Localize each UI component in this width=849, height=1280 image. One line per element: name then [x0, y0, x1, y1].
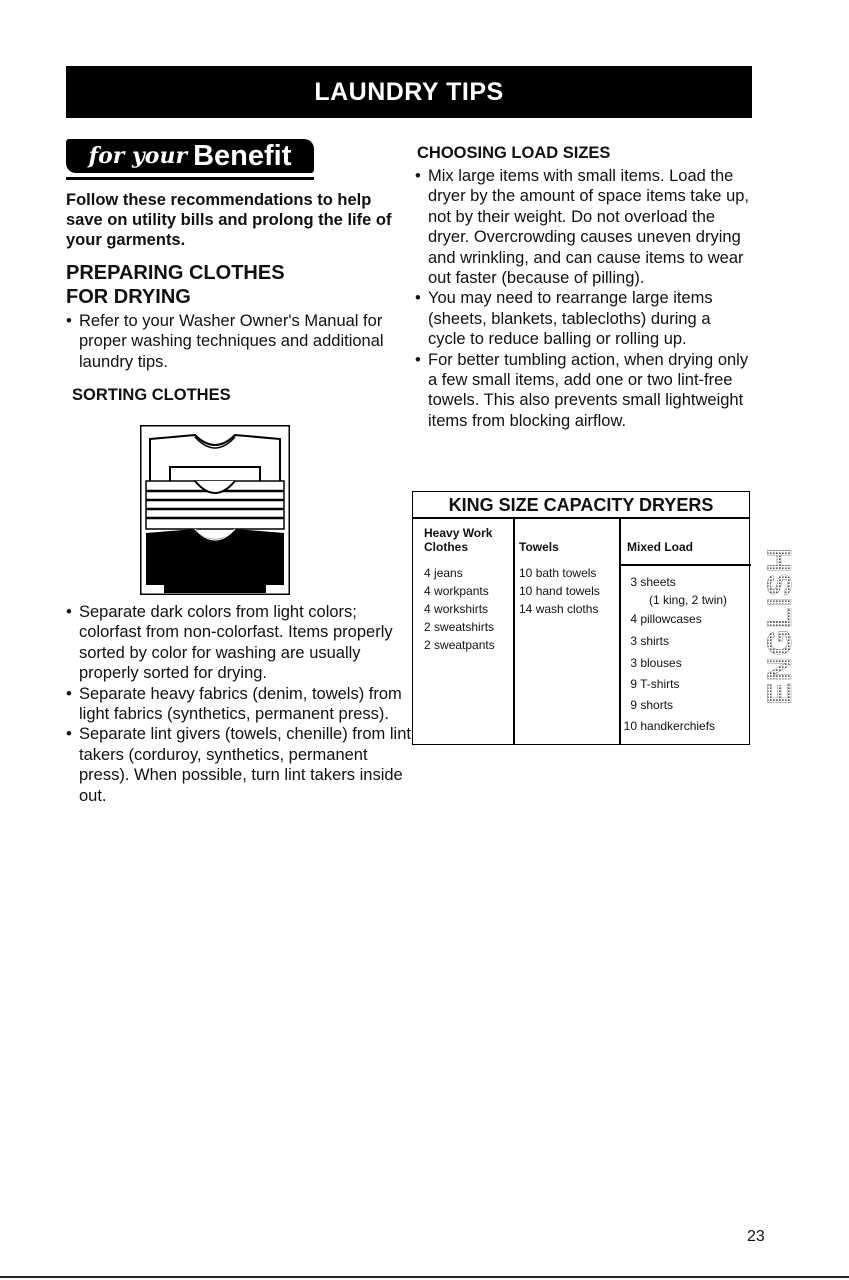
- cell-quantity: 4: [630, 612, 637, 626]
- cell-quantity: 3: [630, 634, 637, 648]
- preparing-heading-line1: PREPARING CLOTHES: [66, 262, 285, 284]
- col1-rows: [424, 564, 495, 654]
- cell-quantity: 3: [630, 575, 637, 589]
- cell-item: jeans: [434, 566, 463, 580]
- cell-quantity: 9: [630, 698, 637, 712]
- table-cell: [621, 716, 746, 737]
- cell-item: shorts: [640, 698, 674, 712]
- cell-item: handkerchiefs: [640, 719, 716, 733]
- cell-item: hand towels: [535, 584, 600, 598]
- table-cell: [621, 608, 746, 630]
- table-cell: [424, 564, 495, 582]
- intro-text: Follow these recommendations to help save on utility bills and prolong the life of your garments.: [66, 191, 392, 249]
- table-cell: [621, 572, 746, 592]
- cell-quantity: 4: [424, 566, 431, 580]
- table-title-divider: [413, 517, 749, 519]
- sorted-shirts-illustration: [140, 425, 290, 595]
- language-side-tab: [761, 532, 799, 720]
- cell-quantity: 10: [623, 719, 637, 733]
- cell-quantity: 2: [424, 620, 431, 634]
- cell-item: T-shirts: [640, 677, 680, 691]
- benefit-logo-script: for your: [88, 143, 188, 169]
- table-cell: [519, 564, 600, 582]
- sorting-bullet: • Separate lint givers (towels, chenille) from lint takers (corduroy, synthetics, permanent press). When possible, turn lint takers inside out.: [66, 724, 411, 806]
- table-column-divider: [513, 518, 515, 744]
- table-cell: [424, 600, 495, 618]
- table-cell: [519, 582, 600, 600]
- col3-rows: [621, 572, 746, 737]
- load-sizes-list: [415, 166, 750, 431]
- cell-item: pillowcases: [640, 612, 702, 626]
- col1-header: [424, 526, 492, 554]
- table-cell: [519, 600, 600, 618]
- cell-quantity: 10: [519, 584, 533, 598]
- table-header-divider: [619, 564, 751, 566]
- table-cell: [621, 592, 746, 608]
- cell-item: workpants: [434, 584, 489, 598]
- capacity-table: [412, 491, 750, 745]
- page-banner-title: LAUNDRY TIPS: [66, 66, 752, 118]
- col2-header: Towels: [519, 540, 559, 554]
- col1-header-line1: Heavy Work: [424, 526, 493, 540]
- cell-item: workshirts: [434, 602, 489, 616]
- table-cell: [621, 630, 746, 652]
- cell-quantity: 3: [630, 656, 637, 670]
- cell-item: wash cloths: [535, 602, 599, 616]
- cell-item: sweatpants: [434, 638, 495, 652]
- sorting-heading: SORTING CLOTHES: [72, 386, 231, 404]
- cell-quantity: 9: [630, 677, 637, 691]
- load-sizes-bullet: • Mix large items with small items. Load the dryer by the amount of space items take up, not by their weight. Do not overload the dryer. Overcrowding causes uneven drying and wrinkling, and can cause items to wear out faster (because of pilling).: [415, 166, 750, 288]
- for-your-benefit-logo: [66, 139, 314, 173]
- table-cell: [621, 695, 746, 716]
- table-cell: [621, 674, 746, 695]
- cell-quantity: 4: [424, 584, 431, 598]
- col1-header-line2: Clothes: [424, 540, 469, 554]
- bottom-rule: [0, 1276, 849, 1278]
- cell-item: bath towels: [535, 566, 597, 580]
- cell-quantity: 2: [424, 638, 431, 652]
- benefit-logo-word: Benefit: [193, 139, 292, 172]
- table-cell: [424, 618, 495, 636]
- table-cell: [621, 652, 746, 674]
- col3-header: Mixed Load: [627, 540, 694, 554]
- preparing-bullet: • Refer to your Washer Owner's Manual for proper washing techniques and additional laundry tips.: [66, 311, 406, 372]
- table-cell: [424, 636, 495, 654]
- sorting-list: [66, 602, 411, 806]
- cell-quantity: 14: [519, 602, 533, 616]
- load-sizes-bullet: • For better tumbling action, when drying only a few small items, add one or two lint-free towels. This also prevents small lightweight items from blocking airflow.: [415, 350, 750, 432]
- sorting-bullet: • Separate dark colors from light colors; colorfast from non-colorfast. Items properly sorted by color for washing are usually properly sorted for drying.: [66, 602, 411, 684]
- sorting-bullet: • Separate heavy fabrics (denim, towels) from light fabrics (synthetics, permanent press).: [66, 684, 411, 725]
- table-cell: [424, 582, 495, 600]
- cell-item: shirts: [640, 634, 670, 648]
- capacity-table-title: KING SIZE CAPACITY DRYERS: [448, 495, 714, 515]
- cell-item: blouses: [640, 656, 682, 670]
- cell-quantity: 4: [424, 602, 431, 616]
- page-number: 23: [747, 1228, 765, 1245]
- cell-item: sheets: [640, 575, 676, 589]
- load-sizes-heading: CHOOSING LOAD SIZES: [417, 144, 611, 162]
- cell-quantity: 10: [519, 566, 533, 580]
- preparing-list: [66, 311, 406, 372]
- load-sizes-bullet: • You may need to rearrange large items (sheets, blankets, tablecloths) during a cycle to reduce balling or rolling up.: [415, 288, 750, 349]
- preparing-heading: [66, 261, 396, 309]
- side-tab-label: ENGLISH: [761, 546, 799, 706]
- col2-rows: [519, 564, 600, 618]
- benefit-underline: [66, 177, 314, 180]
- cell-item: (1 king, 2 twin): [649, 593, 728, 607]
- preparing-heading-line2: FOR DRYING: [66, 286, 191, 308]
- cell-item: sweatshirts: [434, 620, 495, 634]
